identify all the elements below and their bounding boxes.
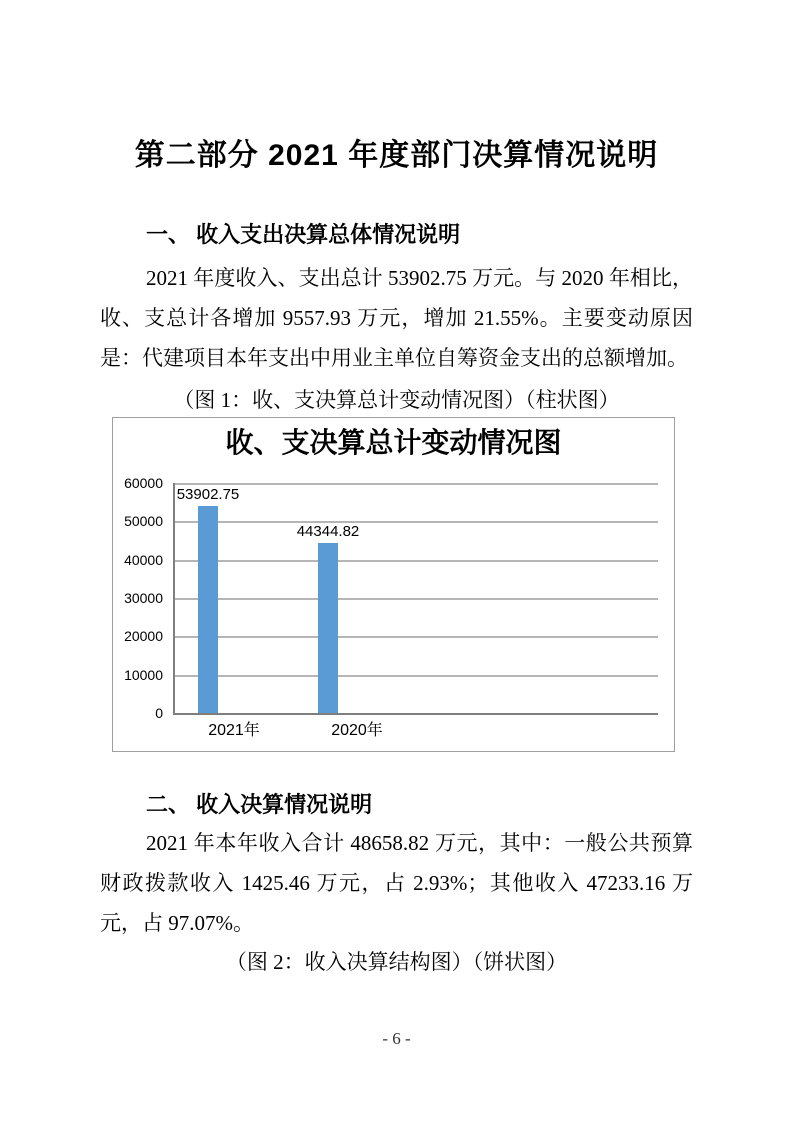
y-axis-tick-label: 20000 [124,628,163,645]
section-2-paragraph: 2021 年本年收入合计 48658.82 万元，其中：一般公共预算财政拨款收入 1425.46 万元，占 2.93%；其他收入 47233.16 万元，占 97.07%。 [100,831,693,935]
figure-2-caption: （图 2：收入决算结构图）（饼状图） [225,950,568,974]
x-axis-label: 2021年 [208,722,260,739]
bar-value-label: 44344.82 [296,523,360,541]
bar-value-label: 53902.75 [176,486,240,504]
gridline [175,636,658,638]
gridline [175,598,658,600]
section-1-paragraph: 2021 年度收入、支出总计 53902.75 万元。与 2020 年相比，收、支总计各增加 9557.93 万元，增加 21.55%。主要变动原因是：代建项目本年支出中用业主单位自筹资金支出的总额增加。 [100,266,693,370]
y-axis-tick-label: 30000 [124,590,163,606]
chart-bar-0 [198,506,218,713]
gridline [175,675,658,677]
chart-title: 收、支决算总计变动情况图 [225,427,562,458]
document-title: 第二部分 2021 年度部门决算情况说明 [134,139,659,172]
gridline [175,483,658,485]
y-axis-tick-label: 10000 [124,666,163,683]
y-axis-tick-label: 0 [155,705,163,721]
page-number: - 6 - [382,1029,411,1048]
bar-chart [112,417,675,752]
y-axis-tick-label: 60000 [124,475,163,491]
y-axis-tick-label: 50000 [124,513,163,530]
gridline [175,521,658,523]
chart-bar-1 [318,543,338,713]
x-axis-label: 2020年 [331,722,383,739]
section-1-heading: 一、 收入支出决算总体情况说明 [146,222,461,247]
section-2-heading: 二、 收入决算情况说明 [146,792,373,817]
y-axis-tick-label: 40000 [124,551,163,568]
figure-1-caption: （图 1：收、支决算总计变动情况图）（柱状图） [173,388,620,412]
chart-plot-area [173,483,658,715]
gridline [175,560,658,562]
